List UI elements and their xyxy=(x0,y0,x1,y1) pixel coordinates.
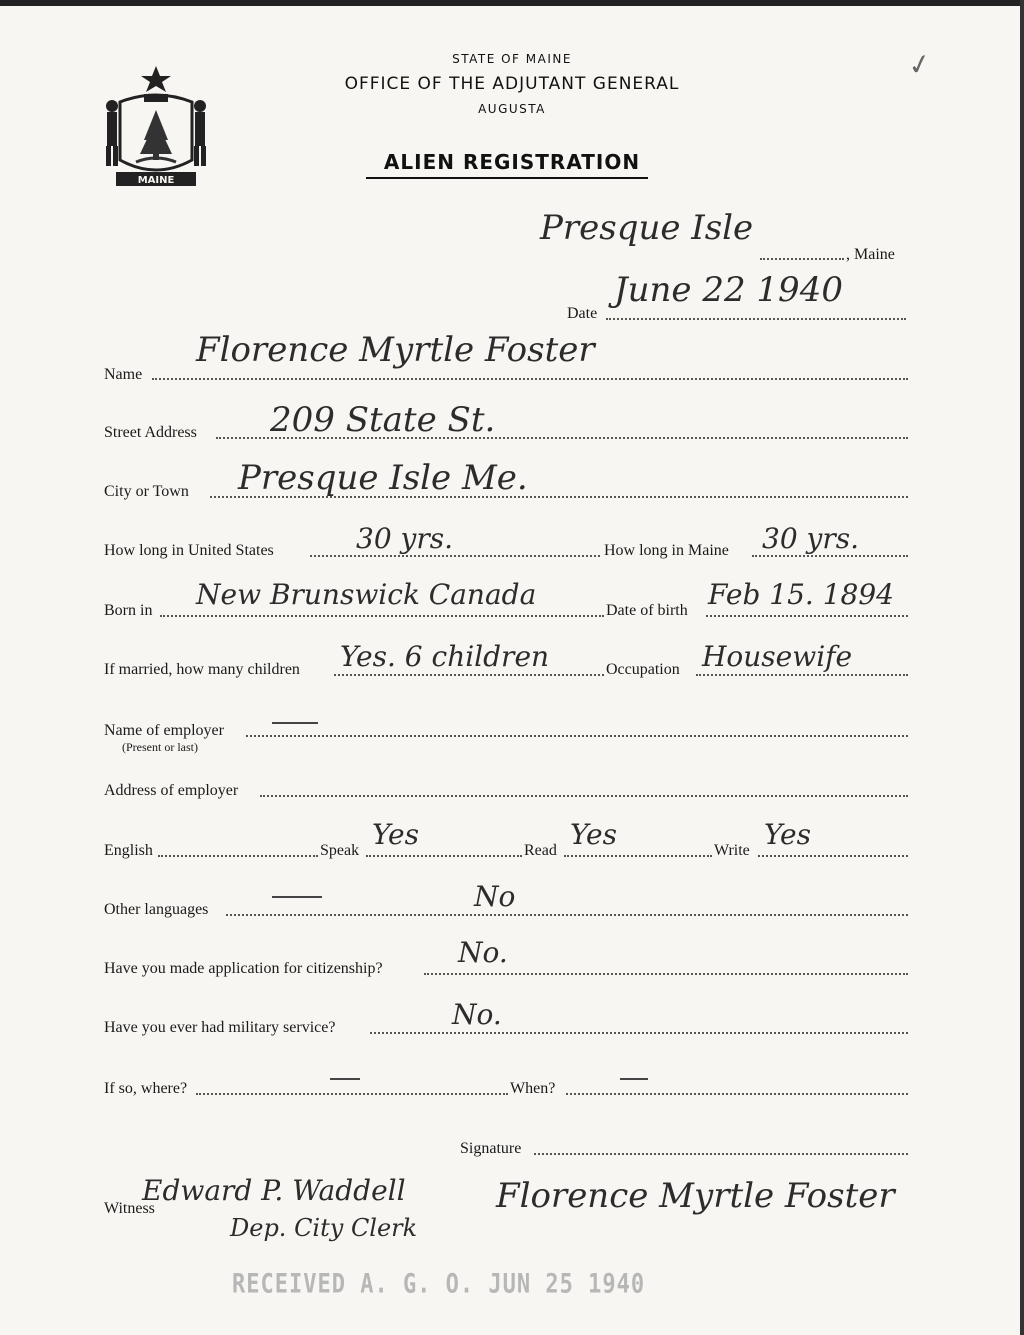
occupation-label: Occupation xyxy=(606,661,680,678)
read-line xyxy=(564,855,712,857)
other-languages-dash xyxy=(272,896,322,898)
date-of-birth-value: Feb 15. 1894 xyxy=(708,578,894,611)
city-value: Presque Isle Me. xyxy=(238,458,528,498)
date-of-birth-label: Date of birth xyxy=(606,602,688,619)
header-office: OFFICE OF THE ADJUTANT GENERAL xyxy=(344,74,680,94)
name-value: Florence Myrtle Foster xyxy=(196,330,595,370)
place-line xyxy=(760,258,844,260)
employer-name-label: Name of employer xyxy=(104,722,224,739)
street-address-value: 209 State St. xyxy=(270,400,496,440)
military-line xyxy=(370,1032,908,1034)
signature-label: Signature xyxy=(460,1140,522,1157)
place-value: Presque Isle xyxy=(540,208,754,248)
years-us-line xyxy=(310,555,600,557)
children-label: If married, how many children xyxy=(104,661,300,678)
city-label: City or Town xyxy=(104,483,189,500)
name-label: Name xyxy=(104,366,143,383)
citizenship-value: No. xyxy=(458,936,508,969)
witness-title: Dep. City Clerk xyxy=(230,1214,418,1242)
born-in-line xyxy=(160,615,604,617)
signature-line xyxy=(534,1153,908,1155)
read-label: Read xyxy=(524,842,557,859)
other-languages-line xyxy=(226,914,908,916)
check-mark: ✓ xyxy=(904,45,935,84)
born-in-label: Born in xyxy=(104,602,153,619)
other-languages-label: Other languages xyxy=(104,901,209,918)
employer-address-line xyxy=(260,795,908,797)
employer-name-note: (Present or last) xyxy=(122,740,198,754)
when-line xyxy=(566,1093,908,1095)
speak-value: Yes xyxy=(372,818,419,851)
years-us-value: 30 yrs. xyxy=(356,522,454,555)
signature-value: Florence Myrtle Foster xyxy=(496,1176,895,1216)
employer-name-line xyxy=(246,735,908,737)
years-maine-label: How long in Maine xyxy=(604,542,729,559)
years-maine-value: 30 yrs. xyxy=(762,522,860,555)
svg-text:MAINE: MAINE xyxy=(137,175,175,186)
date-value: June 22 1940 xyxy=(614,270,843,310)
witness-label: Witness xyxy=(104,1200,155,1217)
speak-label: Speak xyxy=(320,842,360,859)
citizenship-line xyxy=(424,973,908,975)
form-title: ALIEN REGISTRATION xyxy=(383,150,641,174)
title-underline xyxy=(366,177,648,179)
born-in-value: New Brunswick Canada xyxy=(196,578,537,611)
military-value: No. xyxy=(452,998,502,1031)
where-dash xyxy=(330,1078,360,1080)
header-state: STATE OF MAINE xyxy=(452,52,572,66)
speak-line xyxy=(366,855,522,857)
when-dash xyxy=(620,1078,648,1080)
street-address-label: Street Address xyxy=(104,424,197,441)
employer-address-label: Address of employer xyxy=(104,782,239,799)
children-value: Yes. 6 children xyxy=(340,640,550,673)
citizenship-label: Have you made application for citizenship? xyxy=(104,960,383,977)
date-of-birth-line xyxy=(706,615,908,617)
header-city: AUGUSTA xyxy=(478,102,546,116)
other-languages-value: No xyxy=(474,880,516,913)
employer-name-dash xyxy=(272,722,318,724)
read-value: Yes xyxy=(570,818,617,851)
english-line xyxy=(158,855,318,857)
write-label: Write xyxy=(714,842,750,859)
years-us-label: How long in United States xyxy=(104,542,274,559)
where-label: If so, where? xyxy=(104,1080,188,1097)
children-line xyxy=(334,674,604,676)
write-value: Yes xyxy=(764,818,811,851)
occupation-value: Housewife xyxy=(702,640,853,673)
when-label: When? xyxy=(510,1080,556,1097)
received-stamp: RECEIVED A. G. O. JUN 25 1940 xyxy=(232,1269,646,1300)
occupation-line xyxy=(696,674,908,676)
where-line xyxy=(196,1093,508,1095)
military-label: Have you ever had military service? xyxy=(104,1019,336,1036)
english-label: English xyxy=(104,842,153,859)
date-line xyxy=(606,318,906,320)
date-label: Date xyxy=(567,305,598,322)
write-line xyxy=(758,855,908,857)
years-maine-line xyxy=(752,555,908,557)
witness-name: Edward P. Waddell xyxy=(142,1174,406,1207)
name-line xyxy=(152,378,908,380)
place-suffix: , Maine xyxy=(846,246,895,263)
